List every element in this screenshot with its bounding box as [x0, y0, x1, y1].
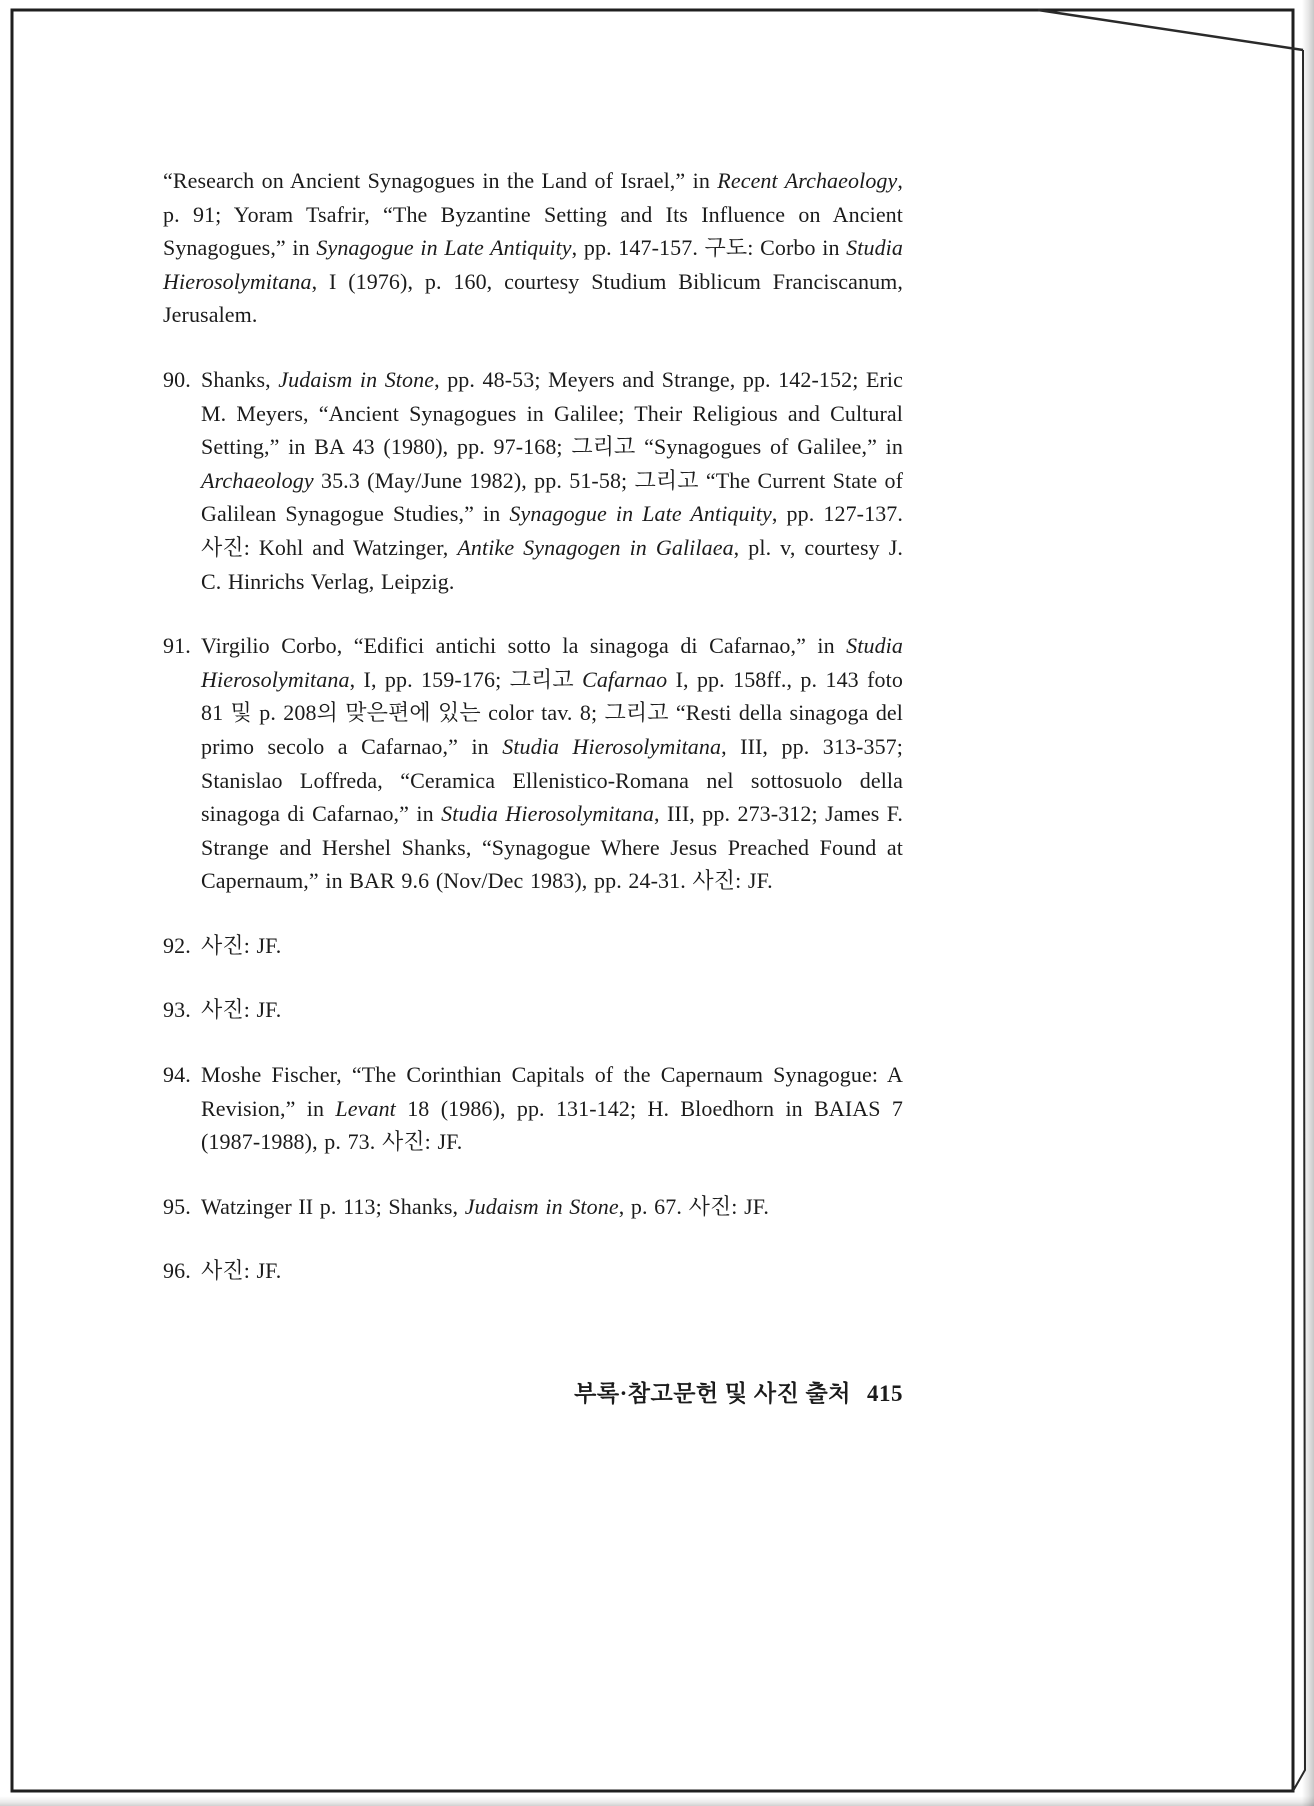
- work-title: Antike Synagogen in Galilaea: [457, 534, 734, 560]
- note-number: 95.: [163, 1193, 191, 1219]
- work-title: Studia Hierosolymitana: [201, 633, 903, 692]
- work-title: Levant: [335, 1095, 396, 1121]
- note-number: 94.: [163, 1062, 191, 1088]
- note-text: , III, pp. 273-312; James F. Strange and Hershel Shanks, “Synagogue Where Jesus Preached Found at Capernaum,” in BAR 9.6 (Nov/Dec 1983), pp. 24-31. 사진: JF.: [201, 801, 903, 894]
- note-text: I, pp. 158ff., p. 143 foto 81 및 p. 208의 맞은편에 있는 color tav. 8; 그리고 “Resti della sinagoga del primo secolo a Cafarnao,” in: [201, 666, 903, 759]
- notes-section: [163, 164, 903, 1319]
- note-text: Virgilio Corbo, “Edifici antichi sotto la sinagoga di Cafarnao,” in: [201, 633, 847, 659]
- note-text: 35.3 (May/June 1982), pp. 51-58; 그리고 “The Current State of Galilean Synagogue Studies,” in: [201, 467, 903, 527]
- page-edge-shadow-right: [1302, 0, 1314, 1806]
- note-text: , pp. 127-137. 사진: Kohl and Watzinger,: [201, 501, 903, 560]
- note-item: [163, 1190, 903, 1224]
- note-number: 96.: [163, 1258, 191, 1284]
- note-number: 90.: [163, 366, 191, 392]
- work-title: Recent Archaeology: [717, 168, 898, 193]
- note-text: , I (1976), p. 160, courtesy Studium Biblicum Franciscanum, Jerusalem.: [163, 268, 903, 328]
- continuation-paragraph: [163, 164, 903, 332]
- work-title: Synagogue in Late Antiquity: [316, 235, 572, 261]
- note-number: 91.: [163, 633, 191, 659]
- note-item: [163, 629, 903, 898]
- note-text: , I, pp. 159-176; 그리고: [349, 666, 583, 692]
- note-text: , p. 91; Yoram Tsafrir, “The Byzantine Setting and Its Influence on Ancient Synagogues,” in: [163, 168, 903, 261]
- note-text: Watzinger II p. 113; Shanks,: [201, 1193, 465, 1219]
- note-number: 92.: [163, 932, 191, 958]
- work-title: Cafarnao: [582, 666, 668, 692]
- note-text: , pp. 48-53; Meyers and Strange, pp. 142-152; Eric M. Meyers, “Ancient Synagogues in Galilee; Their Religious and Cultural Setting,” in BA 43 (1980), pp. 97-168; 그리고 “Synagogues of Galilee,” in: [201, 366, 903, 460]
- note-text: “Research on Ancient Synagogues in the Land of Israel,” in: [163, 168, 718, 193]
- note-number: 93.: [163, 997, 191, 1023]
- note-text: Shanks,: [201, 366, 279, 392]
- note-item: [163, 929, 903, 963]
- note-text: , pl. v, courtesy J. C. Hinrichs Verlag, Leipzig.: [201, 534, 903, 594]
- page-number: 415: [867, 1381, 903, 1406]
- notes-list: [163, 363, 903, 1288]
- footer-title: 부록·참고문헌 및 사진 출처: [574, 1381, 851, 1406]
- note-item: [163, 1058, 903, 1159]
- note-text: , p. 67. 사진: JF.: [618, 1193, 769, 1219]
- work-title: Studia Hierosolymitana: [163, 235, 903, 294]
- note-text: 18 (1986), pp. 131-142; H. Bloedhorn in BAIAS 7 (1987-1988), p. 73. 사진: JF.: [201, 1095, 903, 1155]
- note-text: Moshe Fischer, “The Corinthian Capitals of the Capernaum Synagogue: A Revision,” in: [201, 1062, 903, 1121]
- note-text: 사진: JF.: [201, 997, 282, 1023]
- work-title: Studia Hierosolymitana: [502, 733, 722, 759]
- work-title: Judaism in Stone: [278, 366, 435, 392]
- note-item: [163, 993, 903, 1027]
- page-edge-shadow-bottom: [0, 1796, 1314, 1806]
- page-footer: [163, 1375, 903, 1408]
- note-text: 사진: JF.: [201, 932, 282, 958]
- note-text: , III, pp. 313-357; Stanislao Loffreda, “Ceramica Ellenistico-Romana nel sottosuolo della sinagoga di Cafarnao,” in: [201, 733, 903, 827]
- note-item: [163, 363, 903, 598]
- note-text: , pp. 147-157. 구도: Corbo in: [571, 235, 847, 261]
- work-title: Archaeology: [201, 467, 314, 493]
- page-corner-fold: [1038, 10, 1303, 50]
- work-title: Judaism in Stone: [464, 1193, 619, 1219]
- work-title: Synagogue in Late Antiquity: [509, 501, 772, 527]
- note-text: 사진: JF.: [201, 1258, 282, 1284]
- note-item: [163, 1254, 903, 1288]
- work-title: Studia Hierosolymitana: [441, 801, 654, 827]
